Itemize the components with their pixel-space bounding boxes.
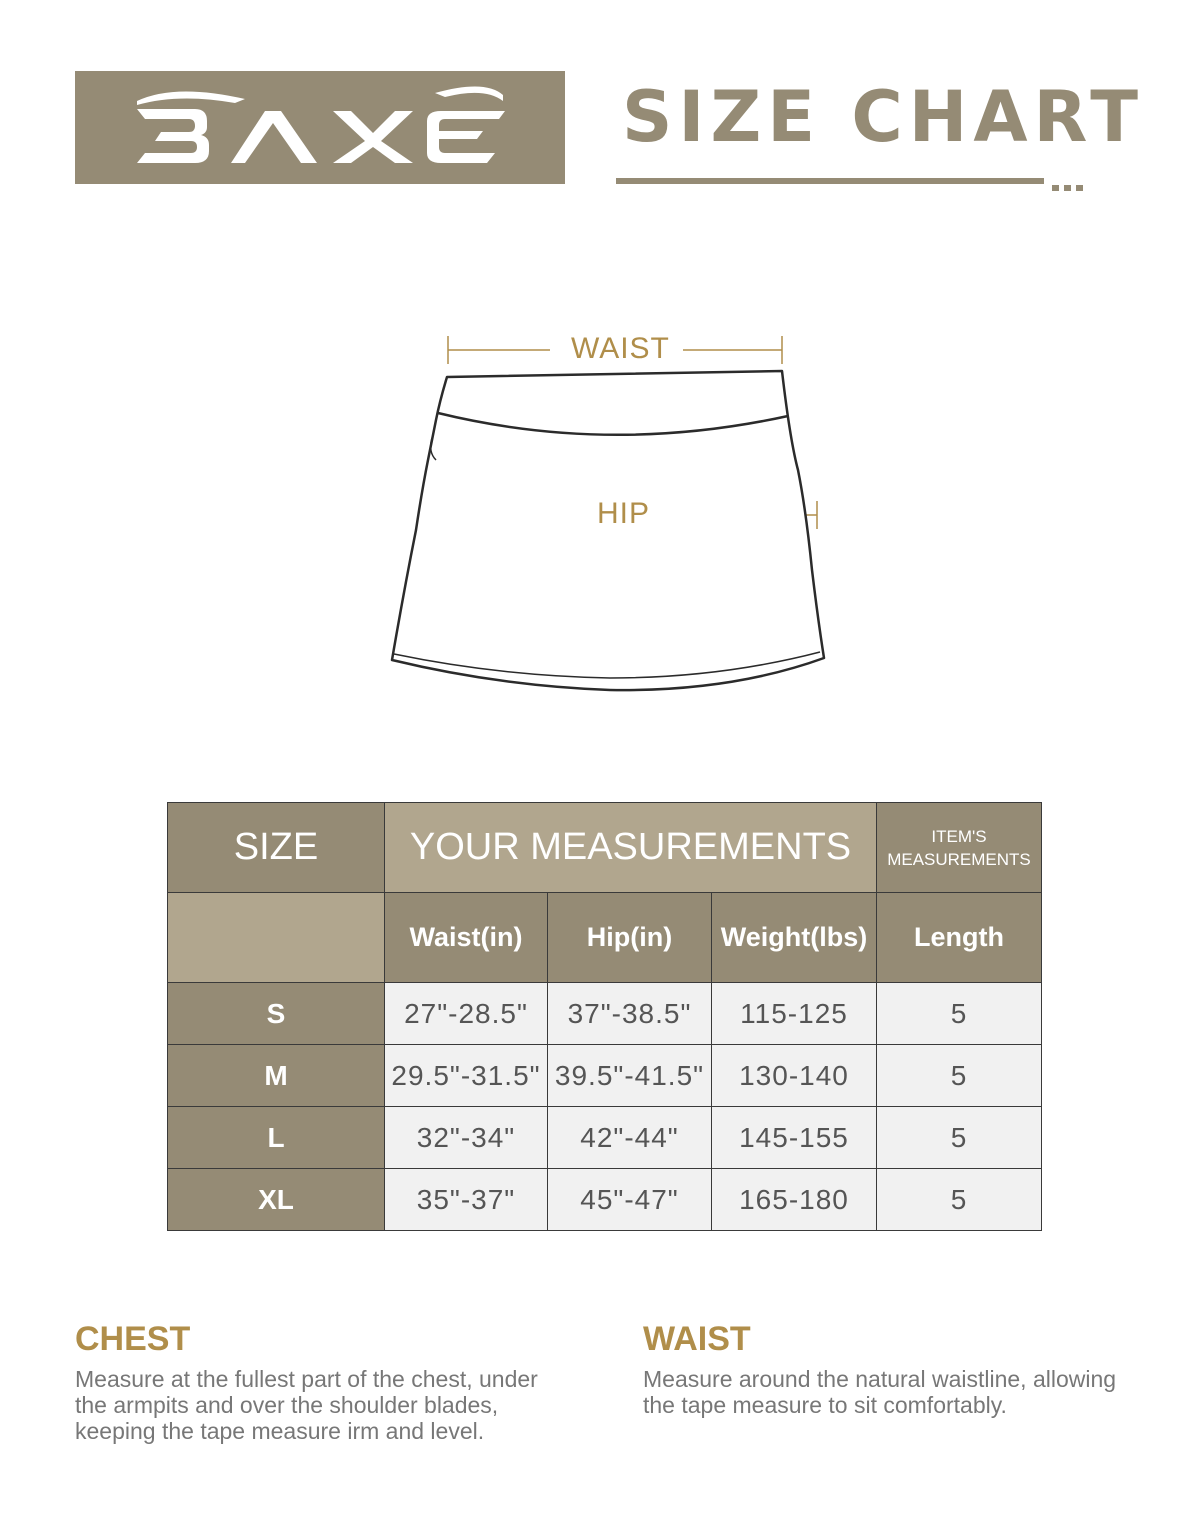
skirt-diagram	[380, 320, 840, 710]
your-measurements-header: YOUR MEASUREMENTS	[409, 826, 852, 868]
brand-logo-mark	[75, 71, 565, 184]
items-measurements-header-line1: ITEM'S	[931, 826, 987, 846]
blank-subheader-cell	[168, 893, 385, 983]
size-cell: S	[168, 983, 385, 1045]
chest-note-title: CHEST	[75, 1320, 191, 1358]
length-cell: 5	[877, 1107, 1042, 1169]
waist-cell: 27"-28.5"	[385, 983, 548, 1045]
hip-cell: 39.5"-41.5"	[548, 1045, 712, 1107]
items-measurements-header-line2: MEASUREMENTS	[887, 849, 1031, 869]
items-measurements-header-cell	[877, 803, 1042, 893]
weight-cell: 130-140	[712, 1045, 877, 1107]
waist-note-text	[643, 1366, 1116, 1418]
waist-cell: 29.5"-31.5"	[385, 1045, 548, 1107]
waist-cell: 35"-37"	[385, 1169, 548, 1231]
column-header-weight: Weight(lbs)	[712, 893, 877, 983]
waist-label: WAIST	[571, 332, 670, 365]
waist-note-line: the tape measure to sit comfortably.	[643, 1392, 1007, 1418]
length-cell: 5	[877, 983, 1042, 1045]
chest-note-line: keeping the tape measure irm and level.	[75, 1418, 485, 1444]
chest-note-line: the armpits and over the shoulder blades,	[75, 1392, 499, 1418]
your-measurements-header-cell	[385, 803, 877, 893]
brand-logo	[75, 71, 565, 184]
table-row	[168, 1169, 1042, 1231]
column-header-waist: Waist(in)	[385, 893, 548, 983]
chest-note-line: Measure at the fullest part of the chest, under	[75, 1366, 538, 1392]
length-cell: 5	[877, 1169, 1042, 1231]
title-underline-dots	[1052, 178, 1088, 196]
waist-note-line: Measure around the natural waistline, allowing	[643, 1366, 1117, 1392]
size-cell: XL	[168, 1169, 385, 1231]
size-cell: L	[168, 1107, 385, 1169]
weight-cell: 145-155	[712, 1107, 877, 1169]
hip-cell: 37"-38.5"	[548, 983, 712, 1045]
page-title: SIZE CHART	[622, 76, 1145, 158]
hip-label: HIP	[597, 497, 651, 530]
size-table	[167, 802, 1042, 1231]
waist-note-title: WAIST	[643, 1320, 751, 1358]
title-underline	[616, 178, 1044, 184]
size-header: SIZE	[233, 826, 319, 868]
table-row	[168, 1107, 1042, 1169]
waist-cell: 32"-34"	[385, 1107, 548, 1169]
table-header-row	[168, 803, 1042, 893]
hip-cell: 42"-44"	[548, 1107, 712, 1169]
column-header-hip: Hip(in)	[548, 893, 712, 983]
size-cell: M	[168, 1045, 385, 1107]
length-cell: 5	[877, 1045, 1042, 1107]
hip-cell: 45"-47"	[548, 1169, 712, 1231]
chest-note-text	[75, 1366, 538, 1444]
size-header-cell	[168, 803, 385, 893]
weight-cell: 115-125	[712, 983, 877, 1045]
table-subheader-row	[168, 893, 1042, 983]
column-header-length: Length	[877, 893, 1042, 983]
weight-cell: 165-180	[712, 1169, 877, 1231]
table-row	[168, 1045, 1042, 1107]
table-row	[168, 983, 1042, 1045]
